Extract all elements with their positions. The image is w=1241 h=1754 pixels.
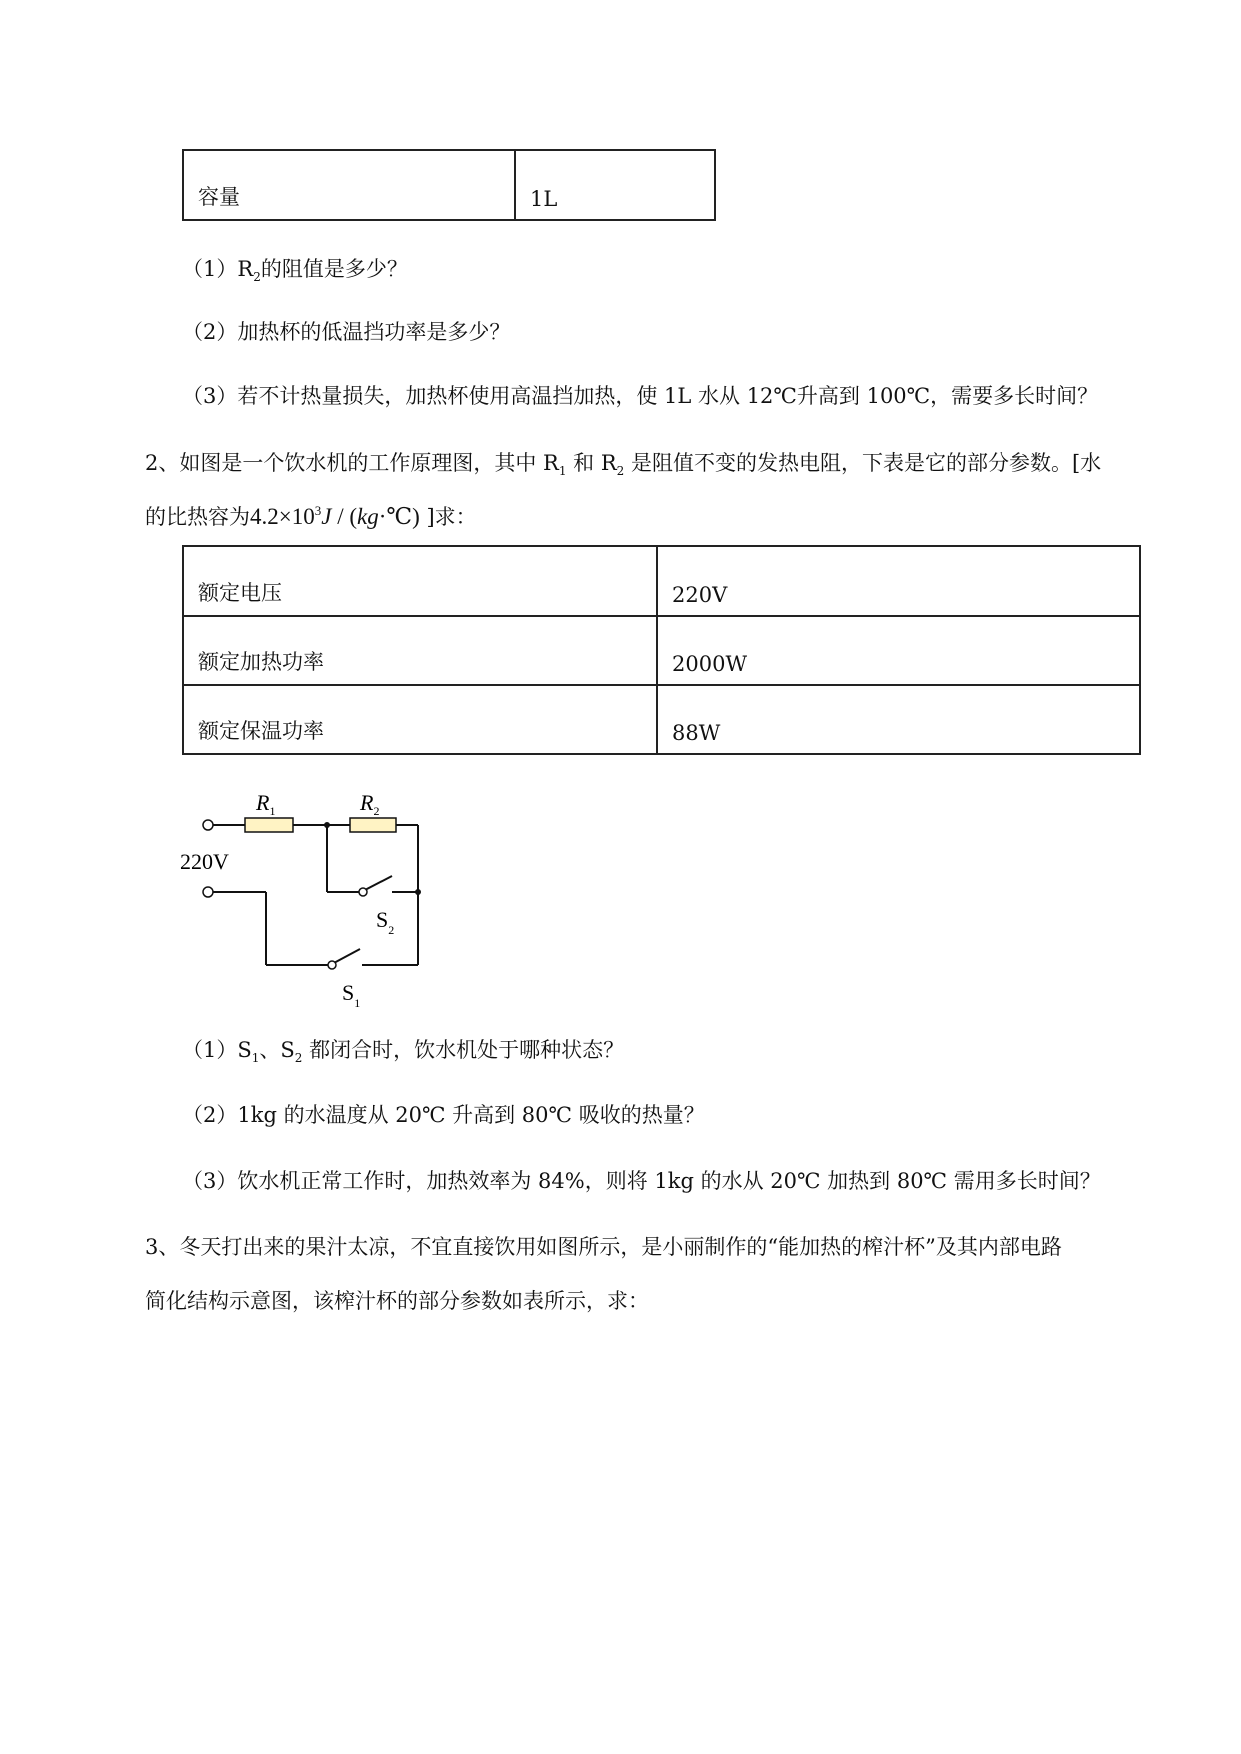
q1-item-1: $(1)R_2$的阻值是多少？ — [182, 257, 408, 284]
q2-item-1: $(1)S_1$、$S_2$ 都闭合时，饮水机处于哪种状态？ — [182, 1038, 625, 1065]
table-cell-value: 1L — [515, 150, 715, 220]
q2-item-3: （3）饮水机正常工作时，加热效率为 84%，则将 1kg 的水从 20℃ 加热到 80℃ 需用多长时间？ — [182, 1169, 1101, 1193]
q1-item-3: （3）若不计热量损失，加热杯使用高温挡加热，使 1L 水从 12℃升高到 100℃，需要多长时间？ — [182, 384, 1099, 408]
table-row — [183, 150, 715, 220]
table-cell-label: 额定电压 — [183, 546, 657, 616]
terminal-bottom — [203, 887, 213, 897]
switch-s2-blade — [363, 876, 392, 891]
table-cell-value: 2000W — [657, 616, 1140, 685]
resistor-r2 — [350, 818, 396, 832]
table-row — [183, 685, 1140, 754]
table-cell-value: 220V — [657, 546, 1140, 616]
junction-dot — [415, 889, 421, 895]
capacity-table — [182, 149, 716, 221]
q3-intro-line1: 3、冬天打出来的果汁太凉，不宜直接饮用如图所示，是小丽制作的“能加热的榨汁杯”及其内部电路 — [145, 1235, 1062, 1259]
junction-dot — [324, 822, 330, 828]
specific-heat-formula: $4.2\times 10^3J$ / (kg·℃) — [250, 503, 420, 529]
q2-intro-line2: 的比热容为$4.2\times 10^3J$ / (kg·℃) ]求： — [145, 503, 477, 529]
label-r1: $R_1$ — [256, 790, 276, 818]
label-r2: $R_2$ — [360, 790, 380, 818]
terminal-top — [203, 820, 213, 830]
table-row — [183, 616, 1140, 685]
resistor-r1 — [245, 818, 293, 832]
switch-s2-contact — [359, 888, 367, 896]
table-cell-value: 88W — [657, 685, 1140, 754]
label-voltage: 220V — [180, 849, 229, 874]
table-cell-label: 额定加热功率 — [183, 616, 657, 685]
switch-s1-blade — [332, 949, 360, 964]
table-row — [183, 546, 1140, 616]
q2-intro-line1: 2、如图是一个饮水机的工作原理图，其中 $R_1$ 和 $R_2$ 是阻值不变的发热电阻，下表是它的部分参数。[水 — [145, 451, 1102, 478]
parameters-table — [182, 545, 1141, 755]
table-cell-label: 额定保温功率 — [183, 685, 657, 754]
circuit-diagram — [170, 775, 440, 1010]
label-s2: $S_2$ — [376, 907, 395, 937]
q2-item-2: （2）1kg 的水温度从 20℃ 升高到 80℃ 吸收的热量？ — [182, 1103, 705, 1127]
q3-intro-line2: 简化结构示意图，该榨汁杯的部分参数如表所示，求： — [145, 1289, 649, 1313]
switch-s1-contact — [328, 961, 336, 969]
q1-item-2: （2）加热杯的低温挡功率是多少？ — [182, 320, 511, 344]
label-s1: $S_1$ — [342, 980, 361, 1010]
table-cell-label: 容量 — [183, 150, 515, 220]
